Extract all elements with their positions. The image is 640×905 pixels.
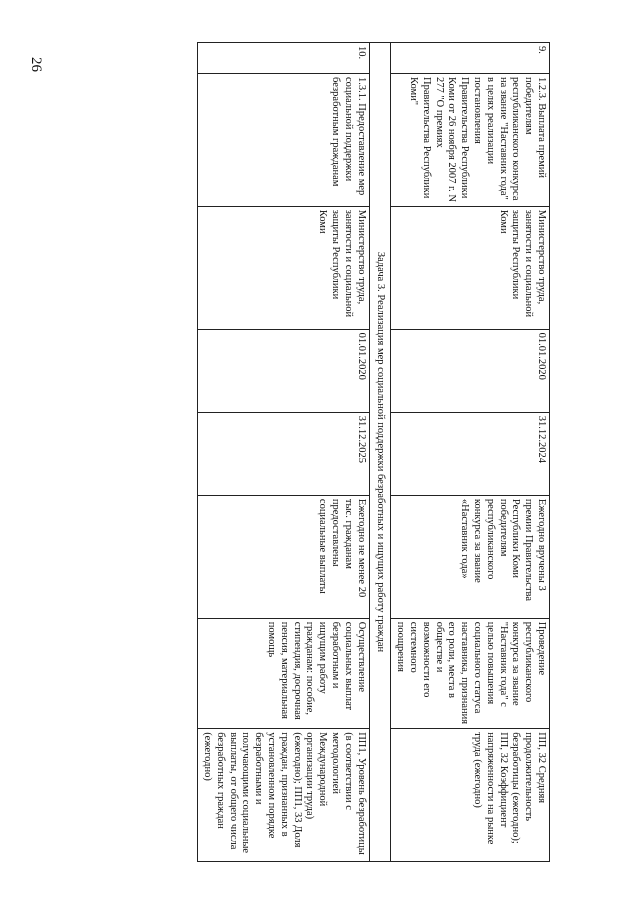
row-number: 9.: [391, 43, 550, 74]
indicators: ПП1, Уровень безработицы (в соответствии с методологией Международной организации труда) (ежегодно); ПП1, 33 Доля граждан, признанных в установленном порядке безработными и получающими социальные выплаты, от общего числа безработных граждан (ежегодно): [198, 729, 369, 862]
rotated-table-container: [80, 42, 550, 862]
end-date: 31.12.2025: [198, 412, 369, 495]
measures: Осуществление социальных выплат безработным и ищущим работу гражданам: пособие, стипендия, досрочная пенсия, материальная помощь: [198, 618, 369, 728]
indicators: ПП, 32 Средняя продолжительность безработицы (ежегодно); ПП, 32 Коэффициент напряженности на рынке труда (ежегодно): [391, 729, 550, 862]
responsible-executor: Министерство труда, занятости и социальной защиты Республики Коми: [391, 206, 550, 329]
task-title: Задача 3. Реализация мер социальной поддержки безработных и ищущих работу граждан: [369, 43, 391, 862]
start-date: 01.01.2020: [198, 329, 369, 412]
task-row: [369, 43, 391, 862]
end-date: 31.12.2024: [391, 412, 550, 495]
table-row: [391, 43, 550, 862]
table-row: [198, 43, 369, 862]
measures: Проведение республиканского конкурса за звание "Наставник года" с целью повышения социального статуса наставника, признания его роли, места в обществе и возможности его системного поощрения: [391, 618, 550, 728]
start-date: 01.01.2020: [391, 329, 550, 412]
event-name: 1.3.1. Предоставление мер социальной поддержки безработным гражданам: [198, 74, 369, 207]
event-name: 1.2.3. Выплата премий победителям республиканского конкурса на звание "Наставник года" в целях реализации постановления Правительства Республики Коми от 26 ноября 2007 г. N 277 "О премиях Правительства Республики Коми": [391, 74, 550, 207]
responsible-executor: Министерство труда, занятости и социальной защиты Республики Коми: [198, 206, 369, 329]
expected-result: Ежегодно вручены 3 премии Правительства Республики Коми победителям республиканского конкурса за звание «Наставник года»: [391, 495, 550, 618]
program-table: [197, 42, 550, 862]
expected-result: Ежегодно не менее 20 тыс. гражданам предоставлены социальные выплаты: [198, 495, 369, 618]
page-number: 26: [28, 57, 44, 72]
row-number: 10.: [198, 43, 369, 74]
